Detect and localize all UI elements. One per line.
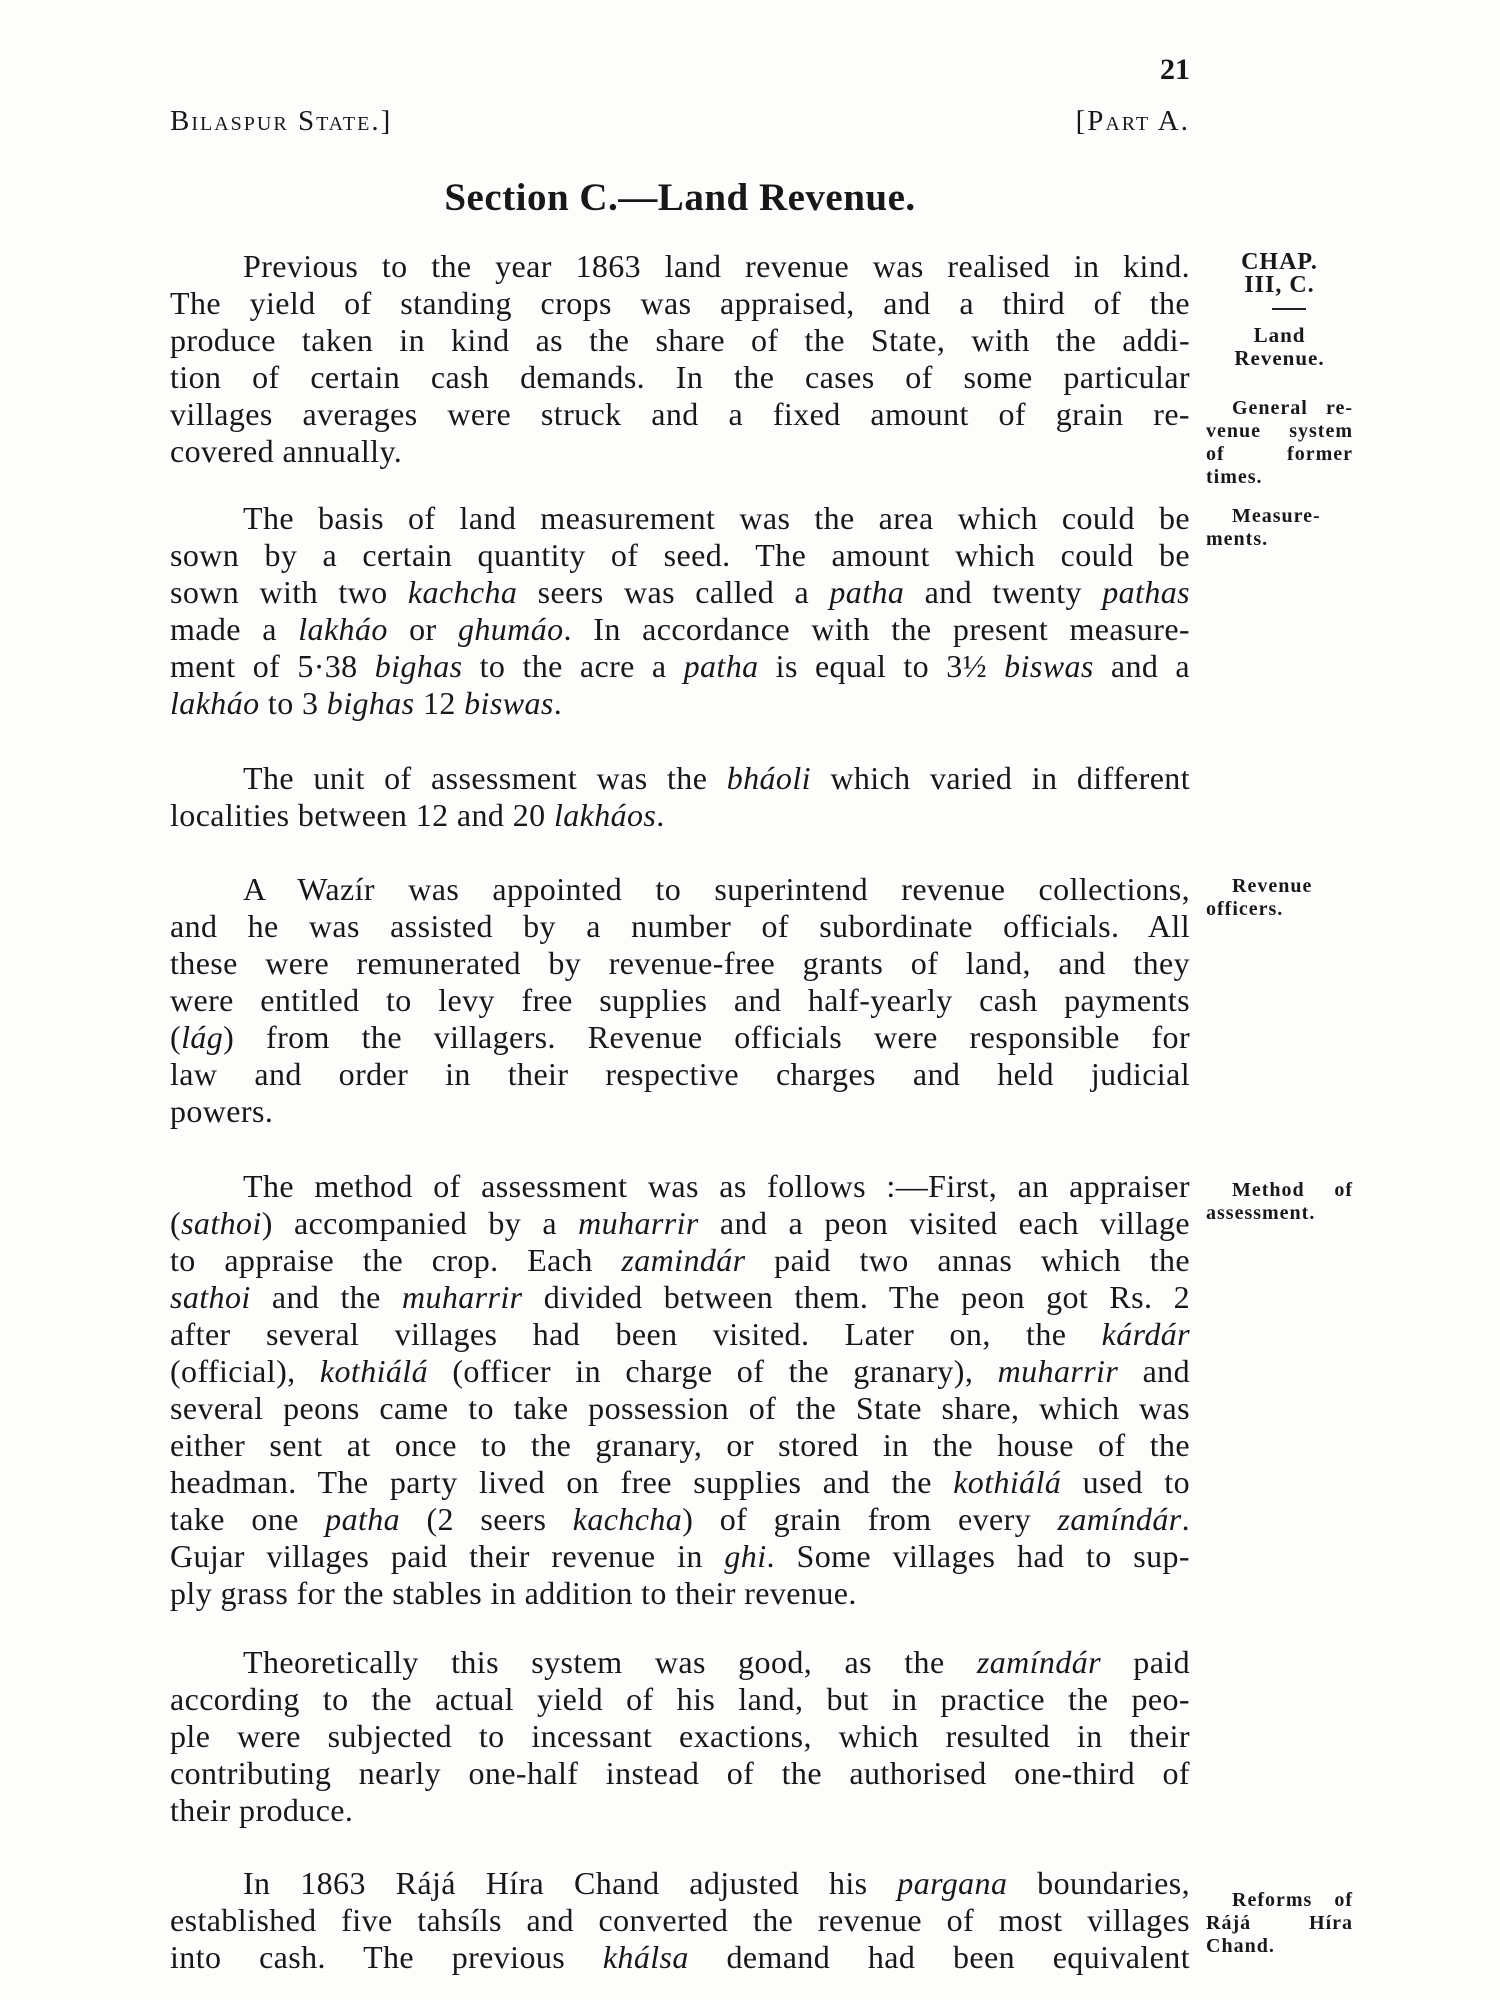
text-run: established five tahsíls and converted the revenue of most villages <box>170 1902 1190 1938</box>
italic-term: pargana <box>897 1865 1008 1901</box>
italic-term: patha <box>829 574 905 610</box>
text-run: The unit of assessment was the <box>243 760 727 796</box>
text-line <box>170 396 1190 433</box>
margin-note-line: times. <box>1206 466 1263 488</box>
text-run: or <box>387 611 458 647</box>
text-run: several peons came to take possession of the State share, which was <box>170 1390 1190 1426</box>
running-head-left: Bilaspur State.] <box>170 105 393 137</box>
paragraph-6 <box>170 1644 1190 1829</box>
text-run: and <box>1118 1353 1190 1389</box>
text-line <box>170 1575 1190 1612</box>
text-line <box>170 945 1190 982</box>
text-run: into cash. The previous <box>170 1939 603 1975</box>
text-run: and twenty <box>904 574 1103 610</box>
italic-term: khálsa <box>602 1939 689 1975</box>
margin-note-line: Chand. <box>1206 1935 1275 1957</box>
text-line <box>170 574 1190 611</box>
text-run: The method of assessment was as follows :—First, an appraiser <box>243 1168 1190 1204</box>
text-line <box>170 685 1190 722</box>
margin-note-line: venue system <box>1206 420 1353 442</box>
italic-term: kothiálá <box>953 1464 1062 1500</box>
text-run: sown with two <box>170 574 408 610</box>
text-line <box>170 285 1190 322</box>
text-run: In 1863 Rájá Híra Chand adjusted his <box>243 1865 898 1901</box>
italic-term: bighas <box>326 685 415 721</box>
text-line <box>170 1093 1190 1130</box>
paragraph-1 <box>170 248 1190 470</box>
margin-note-line: III, C. <box>1244 272 1315 298</box>
text-line <box>170 1755 1190 1792</box>
text-run: to the acre a <box>462 648 684 684</box>
text-run: Theoretically this system was good, as the <box>243 1644 977 1680</box>
text-run: tion of certain cash demands. In the cases of some particular <box>170 359 1190 395</box>
margin-note-general-revenue-system <box>1206 397 1353 489</box>
text-run: ) from the villagers. Revenue officials were responsible for <box>223 1019 1190 1055</box>
italic-term: biswas <box>464 685 554 721</box>
italic-term: sathoi <box>181 1205 262 1241</box>
text-run: and he was assisted by a number of subordinate officials. All <box>170 908 1190 944</box>
margin-note-line: Rájá Híra <box>1206 1912 1353 1934</box>
margin-note-reforms <box>1206 1889 1353 1958</box>
text-run: and a peon visited each village <box>698 1205 1190 1241</box>
text-run: and the <box>250 1279 402 1315</box>
text-line <box>170 871 1190 908</box>
text-run: 12 <box>414 685 465 721</box>
italic-term: kachcha <box>407 574 518 610</box>
page-number: 21 <box>1160 53 1190 86</box>
text-run: headman. The party lived on free supplies and the <box>170 1464 954 1500</box>
margin-note-measurements <box>1206 505 1353 551</box>
text-run: ( <box>170 1205 182 1241</box>
text-run: demand had been equivalent <box>688 1939 1190 1975</box>
paragraph-4 <box>170 871 1190 1130</box>
text-line <box>170 537 1190 574</box>
text-run: villages averages were struck and a fixed amount of grain re- <box>170 396 1190 432</box>
text-line <box>170 1353 1190 1390</box>
text-line <box>170 1279 1190 1316</box>
italic-term: bháoli <box>726 760 811 796</box>
text-run: . Some villages had to sup- <box>766 1538 1190 1574</box>
paragraph-2 <box>170 500 1190 722</box>
text-run: were entitled to levy free supplies and half-yearly cash payments <box>170 982 1190 1018</box>
text-run: produce taken in kind as the share of the State, with the addi- <box>170 322 1190 358</box>
paragraph-3 <box>170 760 1190 834</box>
text-run: take one <box>170 1501 326 1537</box>
margin-note-line: of former <box>1206 443 1353 465</box>
text-run: to appraise the crop. Each <box>170 1242 622 1278</box>
text-run: paid two annas which the <box>745 1242 1190 1278</box>
text-run: The yield of standing crops was appraised, and a third of the <box>170 285 1190 321</box>
italic-term: zamindár <box>621 1242 746 1278</box>
text-run: and a <box>1093 648 1190 684</box>
italic-term: bighas <box>374 648 463 684</box>
text-run: powers. <box>170 1093 274 1129</box>
text-line <box>170 1427 1190 1464</box>
chapter-rule <box>1272 308 1306 310</box>
text-run: according to the actual yield of his land, but in practice the peo- <box>170 1681 1190 1717</box>
italic-term: patha <box>683 648 759 684</box>
text-run: (2 seers <box>400 1501 573 1537</box>
section-title: Section C.—Land Revenue. <box>444 176 916 219</box>
text-run: their produce. <box>170 1792 354 1828</box>
text-run: divided between them. The peon got Rs. 2 <box>522 1279 1190 1315</box>
text-line <box>170 760 1190 797</box>
margin-note-land-revenue <box>1206 324 1353 370</box>
margin-note-line: Land <box>1253 323 1306 347</box>
text-run: covered annually. <box>170 433 403 469</box>
text-line <box>170 1718 1190 1755</box>
italic-term: muharrir <box>401 1279 523 1315</box>
paragraph-5 <box>170 1168 1190 1612</box>
italic-term: sathoi <box>170 1279 251 1315</box>
italic-term: lág <box>181 1019 224 1055</box>
text-run: ) accompanied by a <box>261 1205 579 1241</box>
text-run: localities between 12 and 20 <box>170 797 554 833</box>
text-line <box>170 1168 1190 1205</box>
margin-note-line: officers. <box>1206 898 1284 920</box>
paragraph-7 <box>170 1865 1190 1976</box>
text-line <box>170 797 1190 834</box>
text-run: . <box>656 797 665 833</box>
text-run: Previous to the year 1863 land revenue was realised in kind. <box>243 248 1190 284</box>
italic-term: pathas <box>1102 574 1190 610</box>
running-head-right: [Part A. <box>1075 105 1190 137</box>
text-run: made a <box>170 611 299 647</box>
text-run: used to <box>1061 1464 1191 1500</box>
text-line <box>170 322 1190 359</box>
text-run: seers was called a <box>517 574 830 610</box>
italic-term: lakháo <box>170 685 260 721</box>
text-line <box>170 1902 1190 1939</box>
text-run: either sent at once to the granary, or stored in the house of the <box>170 1427 1190 1463</box>
text-run: sown by a certain quantity of seed. The amount which could be <box>170 537 1190 573</box>
italic-term: ghumáo <box>457 611 564 647</box>
italic-term: lakháo <box>298 611 388 647</box>
text-run: ( <box>170 1019 182 1055</box>
text-run: to 3 <box>259 685 327 721</box>
text-run: The basis of land measurement was the area which could be <box>243 500 1190 536</box>
text-run: ple were subjected to incessant exactions, which resulted in their <box>170 1718 1190 1754</box>
text-run: . <box>553 685 563 721</box>
margin-note-chapter <box>1206 251 1353 297</box>
text-line <box>170 248 1190 285</box>
text-run: boundaries, <box>1007 1865 1190 1901</box>
italic-term: kárdár <box>1101 1316 1190 1352</box>
margin-note-line: CHAP. <box>1241 249 1318 275</box>
margin-note-line: Method of <box>1232 1179 1353 1201</box>
text-line <box>170 982 1190 1019</box>
text-run: ply grass for the stables in addition to their revenue. <box>170 1575 857 1611</box>
text-run: Gujar villages paid their revenue in <box>170 1538 725 1574</box>
margin-note-revenue-officers <box>1206 875 1353 921</box>
margin-note-line: Revenue. <box>1234 346 1325 370</box>
italic-term: muharrir <box>578 1205 699 1241</box>
text-run: law and order in their respective charges and held judicial <box>170 1056 1190 1092</box>
text-run: these were remunerated by revenue-free grants of land, and they <box>170 945 1190 981</box>
text-line <box>170 1644 1190 1681</box>
text-run: (officer in charge of the granary), <box>427 1353 998 1389</box>
text-run: . <box>1181 1501 1190 1537</box>
text-run: is equal to 3½ <box>758 648 1005 684</box>
italic-term: ghi <box>724 1538 767 1574</box>
text-line <box>170 908 1190 945</box>
text-line <box>170 1390 1190 1427</box>
margin-note-method-of-assessment <box>1206 1179 1353 1225</box>
text-run: A Wazír was appointed to superintend revenue collections, <box>243 871 1190 907</box>
text-run: ment of 5·38 <box>170 648 375 684</box>
text-line <box>170 1501 1190 1538</box>
italic-term: lakháos <box>553 797 657 833</box>
text-line <box>170 1019 1190 1056</box>
text-run: ) of grain from every <box>682 1501 1058 1537</box>
margin-note-line: assessment. <box>1206 1202 1316 1224</box>
italic-term: kothiálá <box>319 1353 428 1389</box>
text-run: . In accordance with the present measure- <box>563 611 1190 647</box>
text-run: contributing nearly one-half instead of the authorised one-third of <box>170 1755 1190 1791</box>
italic-term: patha <box>325 1501 401 1537</box>
text-run: paid <box>1100 1644 1190 1680</box>
margin-note-line: Reforms of <box>1232 1889 1353 1911</box>
text-line <box>170 1939 1190 1976</box>
text-line <box>170 1316 1190 1353</box>
text-run: which varied in different <box>810 760 1190 796</box>
margin-note-line: ments. <box>1206 528 1269 550</box>
italic-term: zamíndár <box>976 1644 1101 1680</box>
text-line <box>170 1205 1190 1242</box>
italic-term: muharrir <box>997 1353 1119 1389</box>
text-line <box>170 1681 1190 1718</box>
text-line <box>170 1056 1190 1093</box>
text-line <box>170 359 1190 396</box>
text-line <box>170 648 1190 685</box>
italic-term: kachcha <box>572 1501 683 1537</box>
margin-note-line: Measure- <box>1232 505 1321 527</box>
text-line <box>170 1464 1190 1501</box>
text-line <box>170 500 1190 537</box>
text-line <box>170 433 1190 470</box>
text-line <box>170 1538 1190 1575</box>
text-line <box>170 1792 1190 1829</box>
margin-note-line: General re- <box>1232 397 1353 419</box>
margin-note-line: Revenue <box>1232 875 1313 897</box>
italic-term: zamíndár <box>1057 1501 1182 1537</box>
text-line <box>170 1865 1190 1902</box>
italic-term: biswas <box>1004 648 1094 684</box>
text-run: (official), <box>170 1353 320 1389</box>
text-run: after several villages had been visited. Later on, the <box>170 1316 1102 1352</box>
text-line <box>170 611 1190 648</box>
text-line <box>170 1242 1190 1279</box>
